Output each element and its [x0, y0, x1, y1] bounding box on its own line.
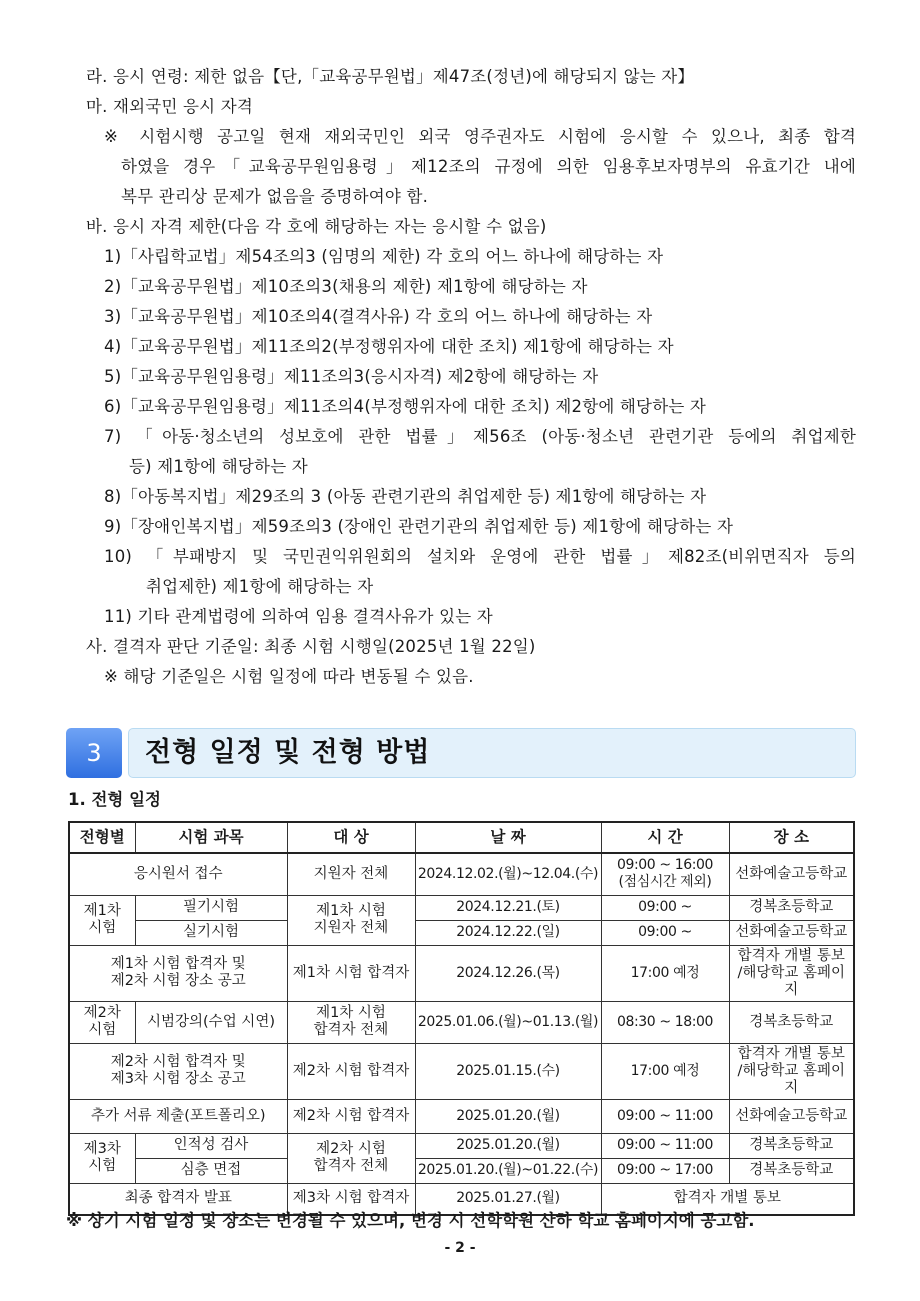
cell-time: 09:00 ~	[601, 920, 729, 945]
restriction-heading: 바. 응시 자격 제한(다음 각 호에 해당하는 자는 응시할 수 없음)	[86, 217, 547, 236]
header-stage: 전형별	[69, 822, 135, 853]
cell-place: 선화예술고등학교	[729, 1099, 854, 1133]
stage-label: 제3차	[83, 1141, 121, 1157]
cell-place: 경복초등학교	[729, 1158, 854, 1183]
cell-subject: 실기시험	[135, 920, 287, 945]
cell-date: 2025.01.06.(월)~01.13.(월)	[415, 1001, 601, 1043]
restriction-item-11: 11) 기타 관계법령에 의하여 임용 결격사유가 있는 자	[104, 607, 493, 626]
cell-target: 지원자 전체	[287, 853, 415, 895]
place-line-2: /해당학교 홈페이지	[737, 1062, 846, 1096]
subject-line-2: 제2차 시험 장소 공고	[110, 973, 246, 989]
target-line-2: 합격자 전체	[313, 1022, 389, 1038]
table-row	[69, 853, 854, 895]
cell-time: 09:00 ~ 11:00	[601, 1133, 729, 1158]
restriction-item-7-line-1: 7) 「아동·청소년의 성보호에 관한 법률」제56조 (아동·청소년 관련기관 등에의 취업제한	[104, 427, 856, 446]
stage-label-sub: 시험	[88, 1158, 117, 1174]
cell-stage	[69, 895, 135, 945]
place-line-1: 합격자 개별 통보	[737, 947, 845, 964]
restriction-item-3: 3)「교육공무원법」제10조의4(결격사유) 각 호의 어느 하나에 해당하는 자	[104, 307, 653, 326]
cell-place: 경복초등학교	[729, 1133, 854, 1158]
cell-subject: 인적성 검사	[135, 1133, 287, 1158]
cell-time: 09:00 ~	[601, 895, 729, 920]
cell-date: 2025.01.20.(월)~01.22.(수)	[415, 1158, 601, 1183]
schedule-subheading: 1. 전형 일정	[68, 790, 161, 809]
cell-place: 경복초등학교	[729, 895, 854, 920]
cell-place: 합격자 개별 통보	[601, 1183, 854, 1215]
table-header-row	[69, 822, 854, 853]
table-row	[69, 1043, 854, 1099]
cell-date: 2025.01.15.(수)	[415, 1043, 601, 1099]
place-line-2: /해당학교 홈페이지	[737, 964, 846, 998]
cell-subject: 심층 면접	[135, 1158, 287, 1183]
cell-time: 09:00 ~ 17:00	[601, 1158, 729, 1183]
cell-subject: 추가 서류 제출(포트폴리오)	[69, 1099, 287, 1133]
cell-target: 제3차 시험 합격자	[287, 1183, 415, 1215]
cell-date: 2025.01.27.(월)	[415, 1183, 601, 1215]
disqualification-date-line: 사. 결격자 판단 기준일: 최종 시험 시행일(2025년 1월 22일)	[86, 637, 536, 656]
subject-line-2: 제3차 시험 장소 공고	[110, 1071, 246, 1087]
stage-label: 제1차	[83, 903, 121, 919]
cell-subject: 필기시험	[135, 895, 287, 920]
time-range: 09:00 ~ 16:00	[616, 857, 714, 874]
restriction-item-4: 4)「교육공무원법」제11조의2(부정행위자에 대한 조치) 제1항에 해당하는 자	[104, 337, 674, 356]
section-title: 전형 일정 및 전형 방법	[145, 737, 431, 768]
target-line-1: 제2차 시험	[316, 1141, 386, 1157]
overseas-qualification-heading: 마. 재외국민 응시 자격	[86, 97, 254, 116]
section-title-box	[128, 728, 856, 778]
overseas-note-line-1: ※ 시험시행 공고일 현재 재외국민인 외국 영주권자도 시험에 응시할 수 있으나, 최종 합격	[104, 127, 856, 146]
cell-stage	[69, 1001, 135, 1043]
cell-target: 제2차 시험 합격자	[287, 1043, 415, 1099]
cell-time: 17:00 예정	[601, 1043, 729, 1099]
restriction-item-6: 6)「교육공무원임용령」제11조의4(부정행위자에 대한 조치) 제2항에 해당하는 자	[104, 397, 707, 416]
table-row	[69, 1158, 854, 1183]
place-line-1: 합격자 개별 통보	[737, 1045, 845, 1062]
subject-line-1: 제2차 시험 합격자 및	[110, 1054, 246, 1070]
cell-subject: 응시원서 접수	[69, 853, 287, 895]
cell-place: 선화예술고등학교	[729, 853, 854, 895]
stage-label-sub: 시험	[88, 1022, 117, 1038]
target-line-2: 지원자 전체	[313, 920, 389, 936]
cell-date: 2025.01.20.(월)	[415, 1133, 601, 1158]
restriction-item-10-line-1: 10) 「부패방지 및 국민권익위원회의 설치와 운영에 관한 법률」제82조(비위면직자 등의	[104, 547, 856, 566]
cell-place: 선화예술고등학교	[729, 920, 854, 945]
cell-subject: 최종 합격자 발표	[69, 1183, 287, 1215]
age-requirement-line: 라. 응시 연령: 제한 없음【단,「교육공무원법」제47조(정년)에 해당되지 않는 자】	[86, 67, 695, 86]
schedule-table	[68, 821, 855, 1216]
header-target: 대 상	[287, 822, 415, 853]
cell-place: 경복초등학교	[729, 1001, 854, 1043]
cell-date: 2024.12.02.(월)~12.04.(수)	[415, 853, 601, 895]
table-row	[69, 945, 854, 1001]
cell-time: 09:00 ~ 11:00	[601, 1099, 729, 1133]
target-line-1: 제1차 시험	[316, 1005, 386, 1021]
stage-label: 제2차	[83, 1005, 121, 1021]
header-date: 날 짜	[415, 822, 601, 853]
section-banner	[66, 728, 856, 778]
cell-subject	[69, 1043, 287, 1099]
cell-date: 2024.12.26.(목)	[415, 945, 601, 1001]
cell-date: 2025.01.20.(월)	[415, 1099, 601, 1133]
cell-target	[287, 1133, 415, 1183]
restriction-item-10-line-2: 취업제한) 제1항에 해당하는 자	[146, 577, 374, 596]
overseas-note-line-3: 복무 관리상 문제가 없음을 증명하여야 함.	[121, 187, 429, 206]
table-row	[69, 920, 854, 945]
header-time: 시 간	[601, 822, 729, 853]
table-row	[69, 1099, 854, 1133]
schedule-footnote: ※ 상기 시험 일정 및 장소는 변경될 수 있으며, 변경 시 선학학원 산하 학교 홈페이지에 공고함.	[66, 1211, 755, 1230]
subject-line-1: 제1차 시험 합격자 및	[110, 956, 246, 972]
restriction-item-5: 5)「교육공무원임용령」제11조의3(응시자격) 제2항에 해당하는 자	[104, 367, 599, 386]
cell-target	[287, 895, 415, 945]
header-subject: 시험 과목	[135, 822, 287, 853]
target-line-2: 합격자 전체	[313, 1158, 389, 1174]
target-line-1: 제1차 시험	[316, 903, 386, 919]
cell-target	[287, 1001, 415, 1043]
cell-time: 08:30 ~ 18:00	[601, 1001, 729, 1043]
header-place: 장 소	[729, 822, 854, 853]
cell-subject	[69, 945, 287, 1001]
page-number: - 2 -	[444, 1240, 476, 1256]
restriction-item-2: 2)「교육공무원법」제10조의3(채용의 제한) 제1항에 해당하는 자	[104, 277, 588, 296]
cell-subject: 시범강의(수업 시연)	[135, 1001, 287, 1043]
cell-date: 2024.12.21.(토)	[415, 895, 601, 920]
cell-target: 제2차 시험 합격자	[287, 1099, 415, 1133]
section-number-badge: 3	[66, 728, 122, 778]
table-row	[69, 895, 854, 920]
overseas-note-line-2: 하였을 경우「교육공무원임용령」제12조의 규정에 의한 임용후보자명부의 유효기간 내에	[121, 157, 856, 176]
cell-target: 제1차 시험 합격자	[287, 945, 415, 1001]
cell-place	[729, 1043, 854, 1099]
cell-time	[601, 853, 729, 895]
cell-place	[729, 945, 854, 1001]
table-row	[69, 1001, 854, 1043]
cell-date: 2024.12.22.(일)	[415, 920, 601, 945]
table-row	[69, 1133, 854, 1158]
time-note: (점심시간 제외)	[618, 874, 712, 891]
disqualification-date-note: ※ 해당 기준일은 시험 일정에 따라 변동될 수 있음.	[104, 667, 474, 686]
cell-time: 17:00 예정	[601, 945, 729, 1001]
restriction-item-8: 8)「아동복지법」제29조의 3 (아동 관련기관의 취업제한 등) 제1항에 해당하는 자	[104, 487, 707, 506]
restriction-item-1: 1)「사립학교법」제54조의3 (임명의 제한) 각 호의 어느 하나에 해당하는 자	[104, 247, 664, 266]
restriction-item-9: 9)「장애인복지법」제59조의3 (장애인 관련기관의 취업제한 등) 제1항에 해당하는 자	[104, 517, 734, 536]
stage-label-sub: 시험	[88, 920, 117, 936]
cell-stage	[69, 1133, 135, 1183]
restriction-item-7-line-2: 등) 제1항에 해당하는 자	[129, 457, 308, 476]
